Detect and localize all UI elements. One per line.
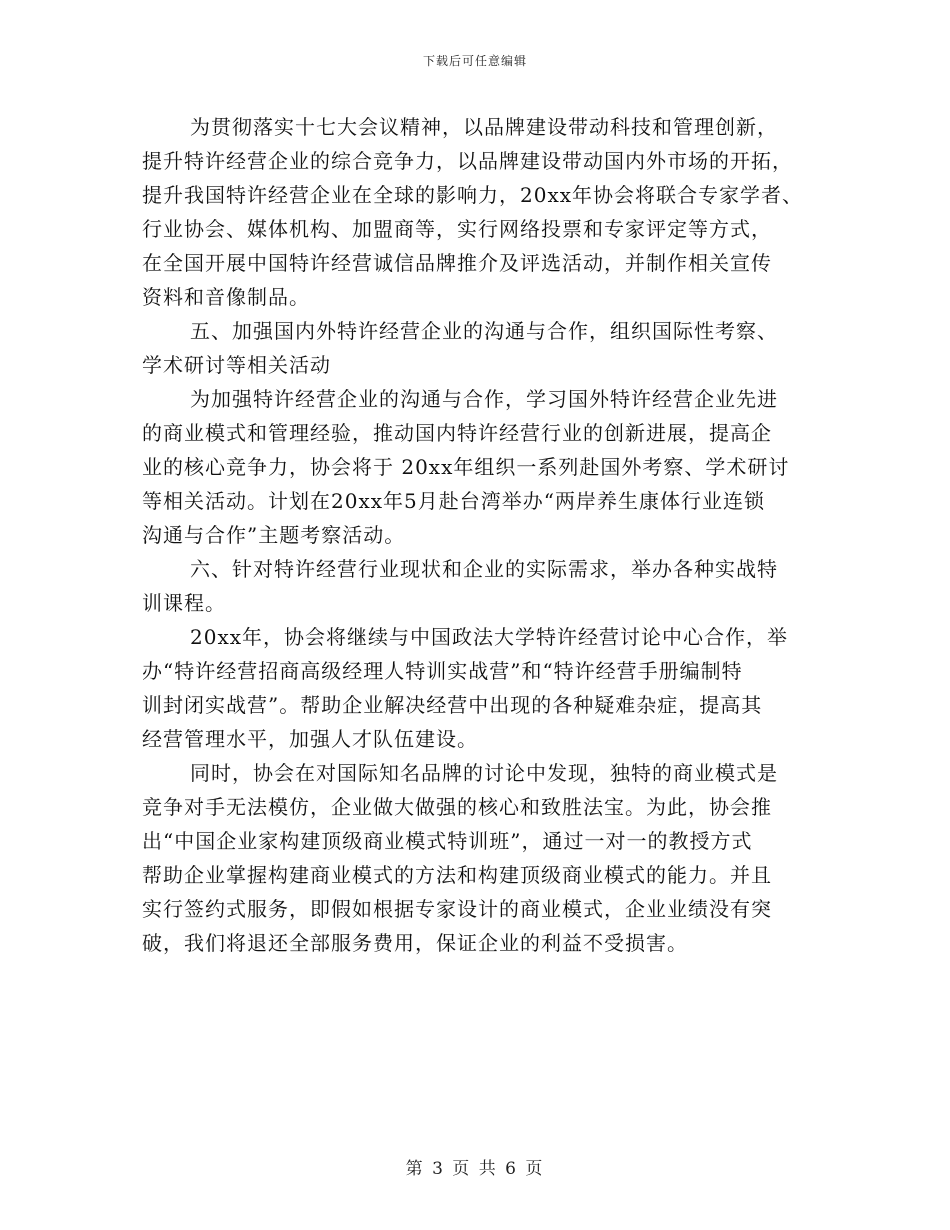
paragraph-line: 提升特许经营企业的综合竞争力，以品牌建设带动国内外市场的开拓， <box>142 149 793 173</box>
section-heading-line: 五、加强国内外特许经营企业的沟通与合作，组织国际性考察、 <box>190 319 778 343</box>
paragraph-line: 经营管理水平，加强人才队伍建设。 <box>142 727 478 751</box>
paragraph-line: 实行签约式服务，即假如根据专家设计的商业模式，企业业绩没有突 <box>142 897 772 921</box>
paragraph-line: 破，我们将退还全部服务费用，保证企业的利益不受损害。 <box>142 931 688 955</box>
paragraph-line: 在全国开展中国特许经营诚信品牌推介及评选活动，并制作相关宣传 <box>142 251 772 275</box>
paragraph-line: 业的核心竞争力，协会将于 20xx年组织一系列赴国外考察、学术研讨 <box>142 455 790 479</box>
paragraph-line: 提升我国特许经营企业在全球的影响力，20xx年协会将联合专家学者、 <box>142 183 804 207</box>
paragraph-line: 20xx年，协会将继续与中国政法大学特许经营讨论中心合作，举 <box>190 625 789 649</box>
paragraph-line: 训封闭实战营”。帮助企业解决经营中出现的各种疑难杂症，提高其 <box>142 693 763 717</box>
document-body <box>142 110 822 960</box>
section-heading-line: 六、针对特许经营行业现状和企业的实际需求，举办各种实战特 <box>190 557 778 581</box>
paragraph-line: 等相关活动。计划在20xx年5月赴台湾举办“两岸养生康体行业连锁 <box>142 489 765 513</box>
page-header: 下载后可任意编辑 <box>422 54 527 68</box>
section-heading-line: 学术研讨等相关活动 <box>142 353 331 377</box>
paragraph-line: 沟通与合作”主题考察活动。 <box>142 523 406 547</box>
paragraph-line: 办“特许经营招商高级经理人特训实战营”和“特许经营手册编制特 <box>142 659 743 683</box>
paragraph-line: 同时，协会在对国际知名品牌的讨论中发现，独特的商业模式是 <box>190 761 778 785</box>
paragraph-line: 为贯彻落实十七大会议精神，以品牌建设带动科技和管理创新， <box>190 115 778 139</box>
paragraph-line: 资料和音像制品。 <box>142 285 310 309</box>
paragraph-line: 的商业模式和管理经验，推动国内特许经营行业的创新进展，提高企 <box>142 421 772 445</box>
paragraph-line: 为加强特许经营企业的沟通与合作，学习国外特许经营企业先进 <box>190 387 778 411</box>
paragraph-line: 行业协会、媒体机构、加盟商等，实行网络投票和专家评定等方式， <box>142 217 772 241</box>
paragraph-line: 竞争对手无法模仿，企业做大做强的核心和致胜法宝。为此，协会推 <box>142 795 772 819</box>
paragraph-line: 出“中国企业家构建顶级商业模式特训班”，通过一对一的教授方式 <box>142 829 753 853</box>
section-heading-line: 训课程。 <box>142 591 226 615</box>
paragraph-line: 帮助企业掌握构建商业模式的方法和构建顶级商业模式的能力。并且 <box>142 863 772 887</box>
page-number: 第 3 页 共 6 页 <box>405 1159 545 1179</box>
